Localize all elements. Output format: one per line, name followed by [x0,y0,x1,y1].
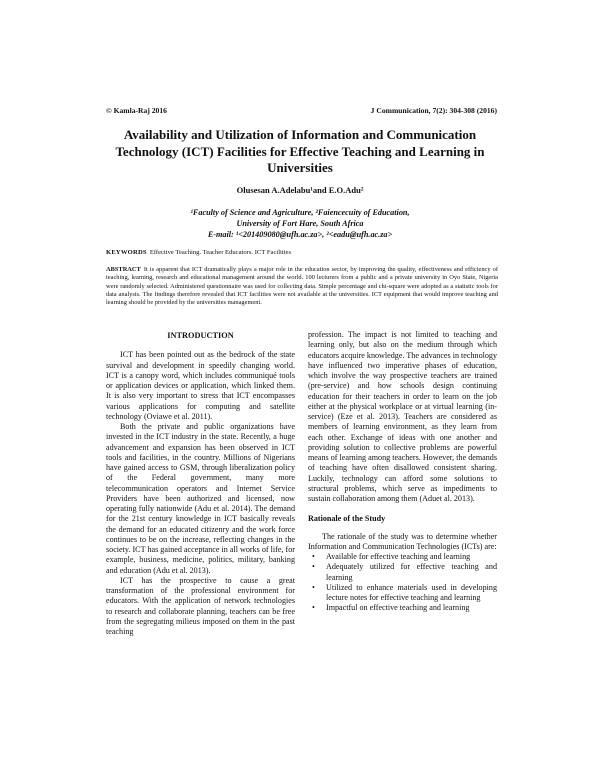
keywords-text: Effective Teaching. Teacher Educators. ICT Facilities [149,249,292,256]
bullet-icon: • [312,582,315,592]
affiliation-email: E-mail: ¹<201409080@ufh.ac.za>, ²<eadu@ufh.ac.za> [207,230,393,239]
intro-paragraph-continued: profession. The impact is not limited to teaching and learning only, but also on the medium through which educators acquire knowledge. The advances in technology have influenced two imperative phases of education, which involve the way prospective teachers are trained (pre-service) and how schools design continuing education for their teachers in order to learn on the job either at the physical workplace or at virtual learning (in-service) (Eze et al. 2013). Teachers are considered as members of learning environment, as they learn from each other. Exchange of ideas with one another and providing solution to collective problems are powerful means of learning among teachers. However, the demands of teaching have often disallowed consistent sharing. Luckily, technology can afford some solutions to structural problems, which serve as impediments to sustain collaboration among them (Aduet al. 2013). [308,330,497,503]
journal-citation-header: J Communication, 7(2): 304-308 (2016) [370,106,497,115]
bullet-icon: • [312,562,315,572]
bullet-icon: • [312,552,315,561]
abstract [106,266,498,307]
affiliation-line-1: ¹Faculty of Science and Agriculture, ²Faiencecuity of Education, [190,208,410,217]
copyright-header: © Kamla-Raj 2016 [106,106,167,115]
subsection-heading-rationale: Rationale of the Study [308,514,386,524]
list-item: • Adequately utilized for effective teaching and learning [312,562,497,582]
intro-paragraph-3: ICT has the prospective to cause a great transformation of the professional environment for educators. With the application of network technologies to research and collaborate planning, teachers can be free from the segregating milieus imposed on them in the past teaching [106,575,295,636]
abstract-label: ABSTRACT [106,266,141,273]
list-item: • Impactful on effective teaching and learning [312,603,470,613]
abstract-text: It is apparent that ICT dramatically plays a major role in the education sector, by improving the quality, effectiveness and efficiency of teaching, learning, research and educational management around the world. 100 lecturers from a public and a private university in Oyo State, Nigeria were randomly selected. Administered questionnaire was used for collecting data. Simple percentage and chi-square were adopted as a statistic tools for data analysis. The findings therefore revealed that ICT facilities were not available at the universities. ICT equipment that would improve teaching and learning should be provided by the universities management. [106,266,498,307]
list-item: • Available for effective teaching and learning [312,552,471,561]
bullet-icon: • [312,603,315,613]
list-item: • Utilized to enhance materials used in developing lecture notes for effective teaching and learning [312,582,497,602]
intro-paragraph-2: Both the private and public organizations have invested in the ICT industry in the state. Recently, a huge advancement and expansion has been observed in ICT tools and facilities, in the country. Millions of Nigerians have gained access to GSM, through liberalization policy of the Federal government, many more telecommunication operators and Internet Service Providers have been authorized and licensed, now operating fully nationwide (Adu et al. 2014). The demand for the 21st century knowledge in ICT basically reveals the demand for an educated citizenry and the work force continues to be on the increase, reflecting changes in the society. ICT has gained acceptance in all works of life, for example, business, medicine, politics, military, banking and education (Adu et al. 2013). [106,422,295,575]
keywords-label: KEYWORDS [106,249,147,256]
rationale-list [308,552,497,614]
right-column [308,330,497,614]
intro-paragraph-1: ICT has been pointed out as the bedrock of the state survival and development in speedily changing world. ICT is a canopy word, which includes communiqué tools or application devices or application, which linked them. It is also very important to stress that ICT encompasses various applications for computing and satellite technology (Oviawe et al. 2011). [106,350,295,421]
affiliations [100,207,500,240]
section-heading-introduction: INTRODUCTION [167,331,234,340]
paper-title: Availability and Utilization of Information and Communication Technology (ICT) Facilities for Effective Teaching and Learning in Universities [115,127,485,175]
rationale-paragraph: The rationale of the study was to determine whether Information and Communication Technologies (ICTs) are: [308,531,497,551]
affiliation-line-2: University of Fort Hare, South Africa [236,219,364,228]
paper-authors: Olusesan A.Adelabu¹and E.O.Adu² [236,185,364,195]
keywords [106,249,498,256]
left-column [106,330,295,637]
